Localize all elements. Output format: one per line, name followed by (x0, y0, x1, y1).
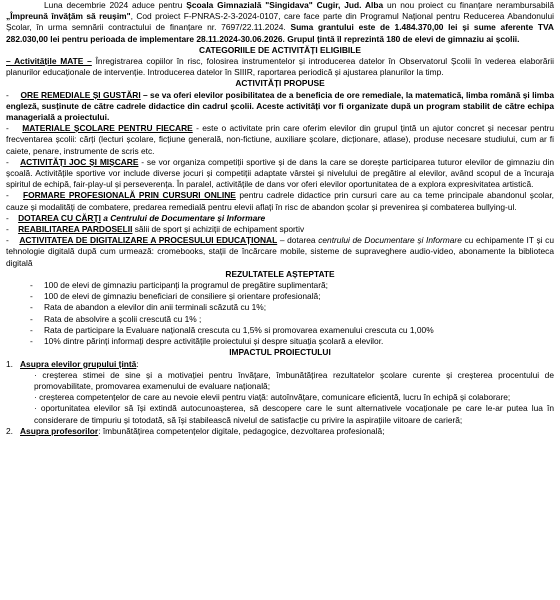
impact-heading: IMPACTUL PROIECTULUI (229, 347, 331, 358)
result-text: 100 de elevi de gimnaziu participanți la programul de pregătire suplimentară; (44, 280, 328, 291)
mate-activity-label: – Activitățile MATE – (6, 56, 92, 67)
activity-item: - FORMARE PROFESIONALĂ PRIN CURSURI ONLINE pentru cadrele didactice prin cursuri care au ca teme principale abandonul școlar, cauze și modalități de combatere, predarea remedială pentru elevii aflați în risc de abandon școlar și prevenirea și combaterea bullying-ul. (6, 190, 554, 212)
result-item (30, 314, 554, 325)
activity-label: FORMARE PROFESIONALĂ PRIN CURSURI ONLINE (22, 190, 236, 201)
impact-line: · creșterea competențelor de care au nevoie elevii pentru viață: autoînvățare, comunicare eficientă, lucru în echipă și colaborare; (34, 392, 511, 403)
result-text: Rata de abandon a elevilor din anii terminali scăzută cu 1%; (44, 302, 267, 313)
bullet-dash: - (30, 280, 33, 291)
activity-item: - DOTAREA CU CĂRȚI a Centrului de Documentare și Informare (6, 212, 266, 223)
intro-text: , Cod proiect F-PNRAS-2-3-2024-0107, care face parte din Programul Național pentru Reducerea Abandonului Școlar, în urma semnării contractului de finanțare nr. 7697/22.11.2024. (6, 11, 554, 33)
mate-activity (6, 56, 554, 78)
result-text: 100 de elevi de gimnaziu beneficiari de consiliere și orientare profesională; (44, 291, 321, 302)
impact-item (6, 426, 554, 437)
bullet-dash: - (30, 324, 33, 335)
activity-text: - este o activitate prin care oferim elevilor din grupul țintă un ajutor concret și necesar pentru frecventarea școlii: cărți (lecturi școlare, ficțiune generală, non-fictiune, auxiliare școlare, dicționare, atlase), produse necesare studiului, cum ar fi caiete, penare, instrumente de scris etc. (6, 123, 554, 156)
proposed-activities-heading: ACTIVITĂȚI PROPUSE (235, 78, 325, 89)
activity-item: - ORE REMEDIALE ȘI GUSTĂRI – se va oferi elevilor posibilitatea de a beneficia de ore remediale, la matematică, limba română și limba engleză, susținute de către cadrele didactice din cadrul școlii. Aceste activități vor fi organizate după un program stabilit de către echipa managerială a proiectului. (6, 89, 554, 123)
result-item (30, 302, 554, 313)
result-text: Rata de participare la Evaluare națională crescuta cu 1,5% si promovarea examenului crescuta cu 1,00% (44, 324, 434, 335)
activity-text: cu echipamente IT și cu tehnologie digitală după cum urmează: cromebooks, stații de încărcare mobile, sisteme de supraveghere audio-video, abonamente la biblioteca digitală (6, 235, 555, 268)
activity-label: DOTAREA CU CĂRȚI (18, 212, 101, 223)
impact-title: Asupra profesorilor (20, 425, 99, 436)
impact-title: Asupra elevilor grupului țintă (20, 358, 137, 369)
result-text: Rata de absolvire a școlii crescută cu 1% ; (44, 313, 202, 324)
bullet-dash: - (30, 291, 33, 302)
intro-text: un nou proiect cu finanțare nerambursabilă (383, 0, 554, 10)
activity-label: REABILITAREA PARDOSELII (18, 224, 133, 235)
project-name: „Împreună învățăm să reușim" (6, 11, 131, 22)
activity-label: ACTIVITĂȚI JOC ȘI MIȘCARE (20, 156, 139, 167)
impact-line: · oportunitatea elevilor să își extindă autocunoașterea, să descopere care le sunt alternativele vocaționale pe care le-ar putea lua în considerare de timpuriu și totodată, să își stabilească nivelul de satisfacție cu privire la aspirațiile viitoare de carieră; (34, 403, 554, 425)
result-item (30, 336, 554, 347)
grant-info: Suma grantului este de 1.484.370,00 lei și sume aferente TVA 282.030,00 lei pentru perioada de implementare 28.11.2024-30.06.2026. Grupul țintă îl reprezintă 180 de elevi de gimnaziu ai școlii. (6, 22, 554, 44)
activity-text: sălii de sport și achiziții de echipament sportiv (132, 224, 305, 235)
result-text: 10% dintre părinți informați despre activitățile proiectului și despre situația școlară a elevilor. (44, 336, 384, 347)
mate-activity-text: Înregistrarea copiilor în risc, folosirea instrumentelor și introducerea datelor în Observatorul Școlii în vederea elaborării planurilor educaționale de intervenție. Introducerea datelor în SIIIR, raportarea periodică și ajustarea planurilor la timp. (6, 56, 554, 78)
result-item (30, 291, 554, 302)
activity-item: - REABILITAREA PARDOSELII sălii de sport și achiziții de echipament sportiv (6, 224, 305, 235)
activity-item: - ACTIVITATEA DE DIGITALIZARE A PROCESULUI EDUCAȚIONAL – dotarea centrului de Documentare și Informare cu echipamente IT și cu tehnologie digitală după cum urmează: cromebooks, stații de încărcare mobile, sisteme de supraveghere audio-video, abonamente la biblioteca digitală (6, 235, 555, 268)
intro-paragraph (6, 0, 554, 45)
activity-text: - se vor organiza competiții sportive și de dans la care se dorește participarea tuturor elevilor de gimnaziu din școală. Activitățile sportive vor include diverse jocuri și competiții adaptate vârstei și nivelului de pregătire al elevilor, având scopul de a încuraja spiritul de echipă, fair-play-ul și perseverența. În paralel, activitățile de dans vor oferi elevilor oportunitatea de a explora expresivitatea artistică. (6, 156, 554, 190)
activity-text: pentru cadrele didactice prin cursuri care au ca teme principale abandonul școlar, cauze și modalități de combatere, predarea remedială pentru elevii aflați în risc de abandon școlar și prevenirea și combaterea bullying-ul. (6, 190, 554, 212)
activity-label: ORE REMEDIALE ȘI GUSTĂRI (20, 89, 141, 100)
bullet-dash: - (30, 336, 33, 347)
activity-label: MATERIALE ȘCOLARE PENTRU FIECARE (22, 123, 193, 134)
activity-text: – dotarea (277, 235, 319, 246)
activity-text-italic: centrului de Documentare și Informare (318, 235, 462, 246)
intro-text: Luna decembrie 2024 aduce pentru (44, 0, 187, 10)
activity-text: a Centrului de Documentare și Informare (100, 212, 266, 223)
impact-line: · creșterea stimei de sine și a motivației pentru învățare, îmbunătățirea rezultatelor școlare curente și creșterea procentului de promovabilitate, promovarea examenului de evaluare națională; (34, 369, 554, 391)
eligible-categories-heading: CATEGORIILE DE ACTIVITĂȚI ELIGIBILE (199, 44, 361, 55)
result-item (30, 325, 554, 336)
impact-number: 2. (6, 425, 13, 436)
activity-label: ACTIVITATEA DE DIGITALIZARE A PROCESULUI EDUCAȚIONAL (19, 235, 278, 246)
activity-item: - MATERIALE ȘCOLARE PENTRU FIECARE - este o activitate prin care oferim elevilor din grupul țintă un ajutor concret și necesar pentru frecventarea școlii: cărți (lecturi școlare, ficțiune generală, non-fictiune, auxiliare școlare, dicționare, atlase), produse necesare studiului, cum ar fi caiete, penare, instrumente de scris etc. (6, 123, 554, 156)
impact-number: 1. (6, 358, 13, 369)
expected-results-heading: REZULTATELE AȘTEPTATE (225, 268, 335, 279)
bullet-dash: - (30, 302, 33, 313)
bullet-dash: - (30, 313, 33, 324)
impact-text: : îmbunătățirea competențelor digitale, pedagogice, dezvoltarea profesională; (98, 425, 385, 436)
impact-item: 1. Asupra elevilor grupului țintă: · creșterea stimei de sine și a motivației pentru învățare, îmbunătățirea rezultatelor școlare curente și creșterea procentului de promovabilitate, promovarea examenului de evaluare națională; · creșterea competențelor de care au nevoie elevii pentru viață: autoînvățare, comunicare eficientă, lucru în echipă și colaborare; · oportunitatea elevilor să își extindă autocunoașterea, să descopere care le sunt alternativele vocaționale pe care le-ar putea lua în considerare de timpuriu și totodată, să își stabilească nivelul de satisfacție cu privire la aspirațiile viitoare de carieră; (6, 358, 554, 425)
school-name: Școala Gimnazială "Singidava" Cugir, Jud. Alba (186, 0, 384, 10)
activity-text: – se va oferi elevilor posibilitatea de a beneficia de ore remediale, la matematică, limba română și limba engleză, susținute de către cadrele didactice din cadrul școlii. Aceste activități vor fi organizate după un program stabilit de către echipa managerială a proiectului. (6, 89, 554, 123)
activity-item: - ACTIVITĂȚI JOC ȘI MIȘCARE - se vor organiza competiții sportive și de dans la care se dorește participarea tuturor elevilor de gimnaziu din școală. Activitățile sportive vor include diverse jocuri și competiții adaptate vârstei și nivelului de pregătire al elevilor, având scopul de a încuraja spiritul de echipă, fair-play-ul și perseverența. În paralel, activitățile de dans vor oferi elevilor oportunitatea de a explora expresivitatea artistică. (6, 156, 554, 190)
result-item (30, 280, 554, 291)
